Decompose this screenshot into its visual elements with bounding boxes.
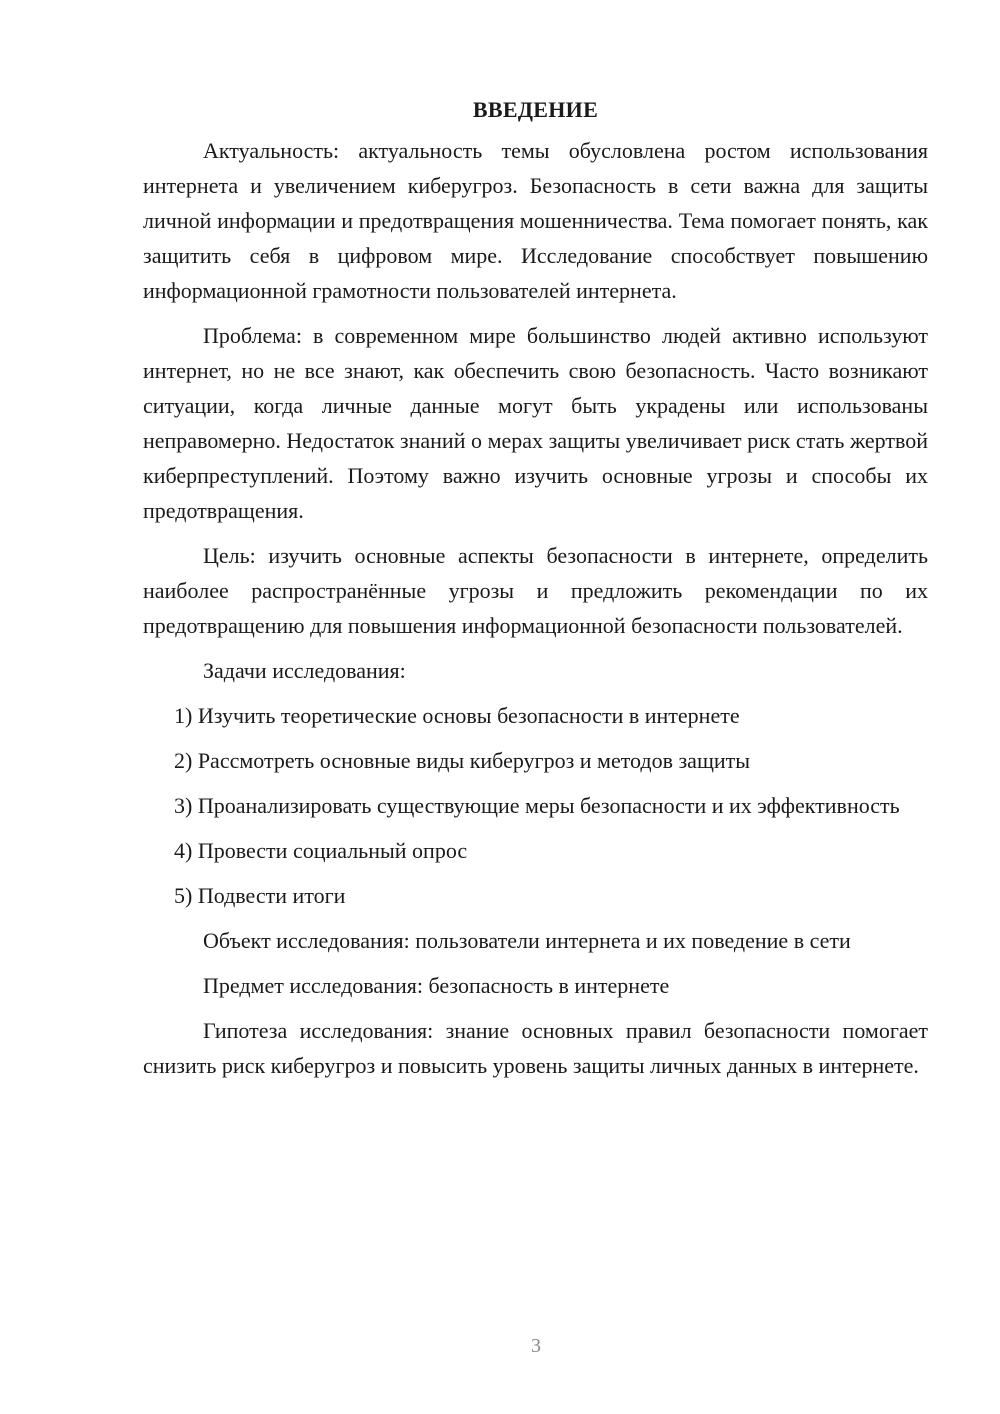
paragraph-problem: Проблема: в современном мире большинство людей активно используют интернет, но не все знают, как обеспечить свою безопасность. Часто возникают ситуации, когда личные данные могут быть украдены или использованы неправомерно. Недостаток знаний о мерах защиты увеличивает риск стать жертвой киберпреступлений. Поэтому важно изучить основные угрозы и способы их предотвращения. xyxy=(143,323,928,523)
tasks-heading: Задачи исследования: xyxy=(203,658,406,683)
page-number: 3 xyxy=(531,1335,541,1357)
section-title: ВВЕДЕНИЕ xyxy=(472,97,599,122)
paragraph-subject: Предмет исследования: безопасность в интернете xyxy=(203,973,670,998)
paragraph-relevance: Актуальность: актуальность темы обусловлена ростом использования интернета и увеличением киберугроз. Безопасность в сети важна для защиты личной информации и предотвращения мошенничества. Тема помогает понять, как защитить себя в цифровом мире. Исследование способствует повышению информационной грамотности пользователей интернета. xyxy=(143,138,928,303)
task-item-1: 1) Изучить теоретические основы безопасности в интернете xyxy=(174,703,740,728)
task-item-3: 3) Проанализировать существующие меры безопасности и их эффективность xyxy=(174,793,900,818)
task-item-5: 5) Подвести итоги xyxy=(174,883,346,908)
paragraph-goal: Цель: изучить основные аспекты безопасности в интернете, определить наиболее распространённые угрозы и предложить рекомендации по их предотвращению для повышения информационной безопасности пользователей. xyxy=(143,543,928,638)
task-item-2: 2) Рассмотреть основные виды киберугроз и методов защиты xyxy=(174,748,751,773)
paragraph-hypothesis: Гипотеза исследования: знание основных правил безопасности помогает снизить риск киберугроз и повысить уровень защиты личных данных в интернете. xyxy=(143,1018,928,1078)
page-content xyxy=(143,92,928,1093)
task-item-4: 4) Провести социальный опрос xyxy=(174,838,468,863)
paragraph-object: Объект исследования: пользователи интернета и их поведение в сети xyxy=(203,928,851,953)
